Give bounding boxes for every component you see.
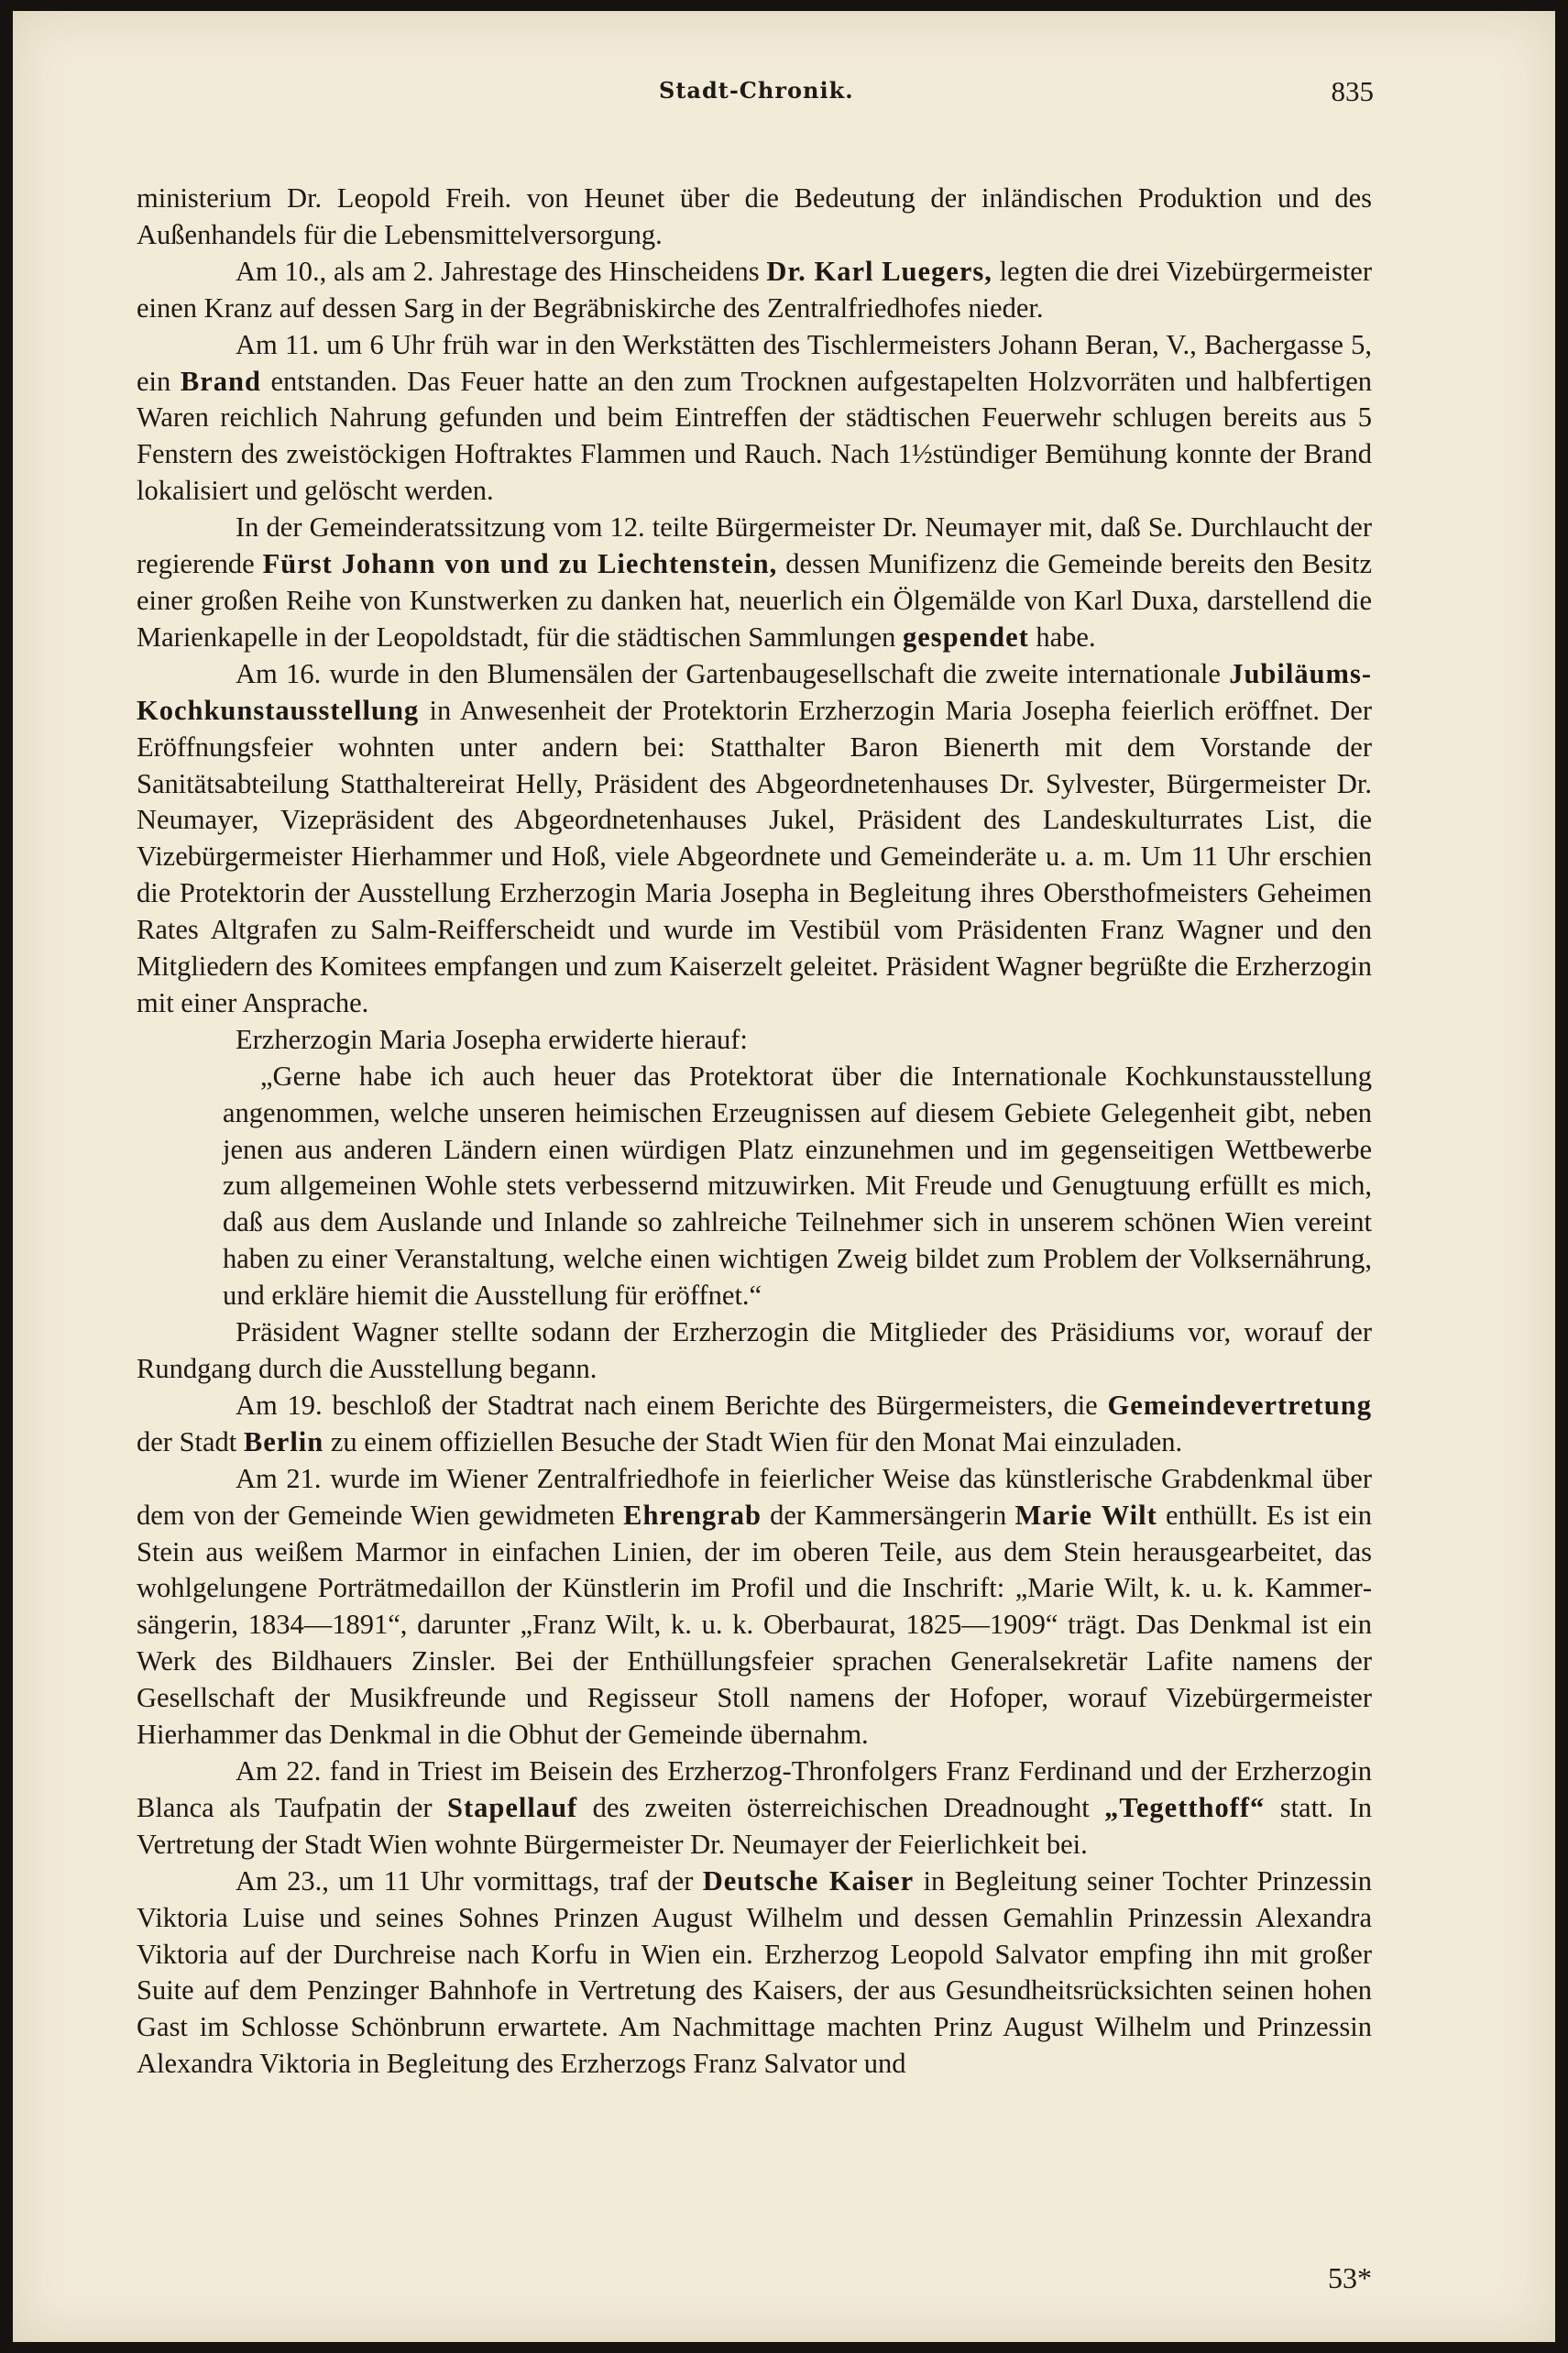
running-header [13, 77, 1555, 114]
paragraph-p2 [137, 254, 1372, 327]
text-run: der Kammersängerin [761, 1499, 1015, 1531]
emphasized-text: Berlin [243, 1425, 324, 1457]
text-run: zu einem offiziellen Besuche der Stadt Wien für den Monat Mai einzuladen. [323, 1425, 1183, 1457]
page-sheet [13, 11, 1555, 2342]
paragraph-p5 [137, 656, 1372, 1022]
emphasized-text: Deutsche Kaiser [702, 1864, 915, 1897]
text-run: des zweiten österreichischen Dreadnought [577, 1791, 1105, 1823]
text-run: legten die drei Vizebürgermeister einen Kranz auf dessen Sarg in der Begräbniskirche des Zentralfriedhofes nieder. [137, 255, 1372, 324]
signature-mark: 53* [1328, 2261, 1372, 2294]
text-run: Am 23., um 11 Uhr vormittags, traf der [236, 1864, 703, 1897]
text-run: Am 10., als am 2. Jahrestage des Hinscheidens [236, 255, 767, 287]
text-run: Am 11. um 6 Uhr früh war in den Werkstätten des Tischlermeisters Johann Beran, V., Bachergasse 5, ein [137, 328, 1372, 397]
body-text [137, 181, 1372, 2083]
emphasized-text: Marie Wilt [1014, 1499, 1157, 1531]
text-run: Am 21. wurde im Wiener Zentralfriedhofe in feierlicher Weise das künstlerische Grabdenkmal über dem von der Gemeinde Wien gewidmeten [137, 1462, 1372, 1531]
emphasized-text: Brand [180, 365, 261, 397]
paragraph-p9 [137, 1388, 1372, 1461]
text-run: Am 22. fand in Triest im Beisein des Erzherzog-Thronfolgers Franz Ferdinand und der Erzherzogin Blanca als Taufpatin der [137, 1754, 1372, 1823]
paragraph-p10 [137, 1461, 1372, 1754]
paragraph-p3 [137, 327, 1372, 511]
page-number: 835 [1331, 75, 1374, 107]
text-run: ministerium Dr. Leopold Freih. von Heunet über die Bedeutung der inländischen Produktion und des Außenhandels für die Lebensmittelversorgung. [137, 182, 1372, 250]
text-run: der Stadt [137, 1425, 244, 1457]
emphasized-text: gespendet [902, 621, 1029, 653]
text-run: habe. [1028, 621, 1096, 653]
text-run: entstanden. Das Feuer hatte an den zum Trocknen aufgestapelten Holzvorräten und halbfertigen Waren reichlich Nahrung gefunden und beim Eintreffen der städtischen Feuerwehr schlugen bereits aus 5 Fenstern des zweistöckigen Hoftraktes Flammen und Rauch. Nach 1½stündiger Bemühung konnte der Brand lokalisiert und gelöscht werden. [137, 365, 1372, 507]
text-run: in Anwesenheit der Protektorin Erzherzogin Maria Josepha feierlich eröffnet. Der Eröffnungsfeier wohnten unter andern bei: Statthalter Baron Bienerth mit dem Vorstande der Sanitätsabteilung Statthaltereirat Helly, Präsident des Abgeordnetenhauses Dr. Sylvester, Bürgermeister Dr. Neumayer, Vizepräsident des Abgeordnetenhauses Jukel, Präsident des Landeskulturrates List, die Vizebürgermeister Hierhammer und Hoß, viele Abgeordnete und Gemeinderäte u. a. m. Um 11 Uhr erschien die Protektorin der Ausstellung Erzherzogin Maria Josepha in Begleitung ihres Obersthofmeisters Geheimen Rates Altgrafen zu Salm-Reifferscheidt und wurde im Vestibül vom Präsidenten Franz Wagner und den Mitgliedern des Komitees empfangen und zum Kaiserzelt geleitet. Präsident Wagner begrüßte die Erzherzogin mit einer Ansprache. [137, 694, 1372, 1018]
emphasized-text: Ehrengrab [623, 1499, 762, 1531]
text-run: In der Gemeinderatssitzung vom 12. teilte Bürgermeister Dr. Neumayer mit, daß Se. Durchlaucht der regierende [137, 511, 1372, 580]
emphasized-text: Stapellauf [447, 1791, 578, 1823]
text-run: „Gerne habe ich auch heuer das Protektorat über die Internationale Kochkunstausstellung angenommen, welche unseren heimischen Erzeugnissen auf diesem Gebiete Gelegenheit gibt, neben jenen aus anderen Ländern einen würdigen Platz einzunehmen und im gegenseitigen Wettbewerbe zum allgemeinen Wohle stets verbessernd mitzuwirken. Mit Freude und Genugtuung erfüllt es mich, daß aus dem Auslande und Inlande so zahlreiche Teilnehmer sich in unserem schönen Wien vereint haben zu einer Veranstaltung, welche einen wichtigen Zweig bildet zum Problem der Volksernährung, und erkläre hiemit die Ausstellung für eröffnet.“ [223, 1060, 1372, 1312]
paragraph-p6 [137, 1022, 1372, 1059]
paragraph-p12 [137, 1864, 1372, 2083]
text-run: Präsident Wagner stellte sodann der Erzherzogin die Mitglieder des Präsidiums vor, worauf der Rundgang durch die Ausstellung begann. [137, 1316, 1372, 1384]
text-run: dessen Munifizenz die Gemeinde bereits den Besitz einer großen Reihe von Kunstwerken zu danken hat, neuerlich ein Ölgemälde von Karl Duxa, darstellend die Marienkapelle in der Leopoldstadt, für die städtischen Sammlungen [137, 548, 1372, 653]
text-run: Am 16. wurde in den Blumensälen der Gartenbaugesellschaft die zweite internationale [236, 657, 1230, 689]
running-title: Stadt-Chronik. [659, 77, 854, 104]
text-run: statt. In Vertretung der Stadt Wien wohnte Bürgermeister Dr. Neumayer der Feierlichkeit bei. [137, 1791, 1372, 1860]
text-run: Am 19. beschloß der Stadtrat nach einem Berichte des Bürgermeisters, die [236, 1389, 1108, 1421]
paragraph-p4 [137, 510, 1372, 656]
emphasized-text: Gemeindevertretung [1107, 1389, 1372, 1421]
text-run: enthüllt. Es ist ein Stein aus weißem Marmor in einfachen Linien, der im oberen Teile, aus dem Stein herausgearbeitet, das wohlgelungene Porträtmedaillon der Künstlerin im Profil und die Inschrift: „Marie Wilt, k. u. k. Kammersängerin, 1834—1891“, darunter „Franz Wilt, k. u. k. Oberbaurat, 1825—1909“ trägt. Das Denkmal ist ein Werk des Bildhauers Zinsler. Bei der Enthüllungsfeier sprachen Generalsekretär Lafite namens der Gesellschaft der Musikfreunde und Regisseur Stoll namens der Hofoper, worauf Vizebürgermeister Hierhammer das Denkmal in die Obhut der Gemeinde übernahm. [137, 1499, 1372, 1751]
text-run: in Begleitung seiner Tochter Prinzessin Viktoria Luise und seines Sohnes Prinzen August Wilhelm und dessen Gemahlin Prinzessin Alexandra Viktoria auf der Durchreise nach Korfu in Wien ein. Erzherzog Leopold Salvator empfing ihn mit großer Suite auf dem Penzinger Bahnhofe in Vertretung des Kaisers, der aus Gesundheitsrücksichten seinen hohen Gast im Schlosse Schönbrunn erwartete. Am Nachmittage machten Prinz August Wilhelm und Prinzessin Alexandra Viktoria in Begleitung des Erzherzogs Franz Salvator und [137, 1864, 1372, 2080]
emphasized-text: Fürst Johann von und zu Liechtenstein, [262, 548, 778, 580]
paragraph-p1 [137, 181, 1372, 254]
paragraph-p11 [137, 1754, 1372, 1864]
text-run: Erzherzogin Maria Josepha erwiderte hierauf: [236, 1023, 748, 1055]
paragraph-p7 [137, 1059, 1372, 1314]
paragraph-p8 [137, 1314, 1372, 1388]
emphasized-text: Dr. Karl Luegers, [766, 255, 992, 287]
emphasized-text: „Tegetthoff“ [1104, 1791, 1266, 1823]
emphasized-text: Jubiläums-Kochkunstausstellung [137, 657, 1372, 726]
